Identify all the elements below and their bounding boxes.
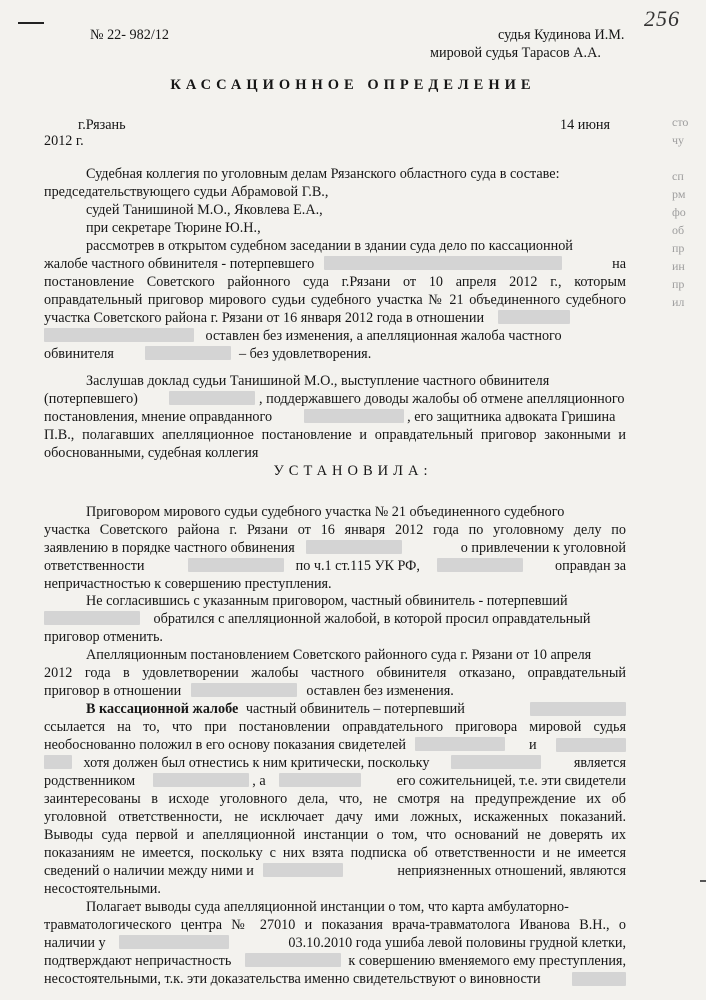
- text-span: , поддержавшего доводы жалобы об отмене апелляционного: [259, 391, 625, 407]
- redaction: [530, 702, 626, 716]
- p2-line: приговор отменить.: [44, 629, 163, 645]
- intro-line: [44, 255, 626, 273]
- redaction: [451, 755, 541, 769]
- p4-line: [44, 754, 626, 772]
- margin-dash: [18, 22, 44, 24]
- place: г.Рязань: [78, 117, 126, 133]
- text-span: родственником: [44, 773, 136, 789]
- redaction: [279, 773, 361, 787]
- date-year: 2012 г.: [44, 133, 84, 149]
- p4-line: [44, 736, 626, 754]
- p1-line: участка Советского района г. Рязани от 16 января 2012 года по уголовному делу по: [44, 522, 626, 538]
- intro-line: [44, 309, 626, 327]
- judge-1: судья Кудинова И.М.: [498, 27, 625, 43]
- intro-line: постановление Советского районного суда г.Рязани от 10 апреля 2012 г., которым: [44, 274, 626, 290]
- p4-line: [44, 862, 626, 880]
- report-line: [44, 408, 626, 426]
- text-span: приговор в отношении: [44, 683, 182, 699]
- text-span: заявлению в порядке частного обвинения: [44, 540, 295, 556]
- ustanovila-heading: УСТАНОВИЛА:: [273, 463, 433, 479]
- redaction: [263, 863, 343, 877]
- p2-line: Не согласившись с указанным приговором, частный обвинитель - потерпевший: [86, 593, 568, 609]
- redaction: [498, 310, 570, 324]
- text-span: обвинителя: [44, 346, 114, 362]
- redaction: [44, 328, 194, 342]
- redaction: [245, 953, 341, 967]
- report-line: П.В., полагавших апелляционное постановление и оправдательный приговор законными и: [44, 427, 626, 443]
- redaction: [572, 972, 626, 986]
- p4-line: показаниям не имеется, поскольку с них взята подписка об ответственности и не имеется: [44, 845, 626, 861]
- p1-line: Приговором мирового судьи судебного участка № 21 объединенного судебного: [86, 504, 565, 520]
- intro-line: Судебная коллегия по уголовным делам Рязанского областного суда в составе:: [86, 166, 560, 182]
- report-line: Заслушав доклад судьи Танишиной М.О., выступление частного обвинителя: [86, 373, 550, 389]
- intro-line: председательствующего судьи Абрамовой Г.В.,: [44, 184, 329, 200]
- p2-line: [44, 610, 626, 628]
- text-span: , его защитника адвоката Гришина: [407, 409, 616, 425]
- p5-line: [44, 970, 626, 988]
- p4-line: [44, 772, 626, 790]
- p1-line: [44, 557, 626, 575]
- text-span: , а: [252, 773, 266, 789]
- text-span: его сожительницей, т.е. эти свидетели: [396, 773, 626, 789]
- text-span: несостоятельными, т.к. эти доказательства именно свидетельствуют о виновности: [44, 971, 541, 987]
- redaction: [188, 558, 284, 572]
- text-span: наличии у: [44, 935, 106, 951]
- redaction: [306, 540, 402, 554]
- text-span: В кассационной жалобе: [86, 701, 239, 717]
- redaction: [145, 346, 231, 360]
- text-span: хотя должен был отнестись к ним критически, поскольку: [83, 755, 430, 771]
- intro-line: [44, 345, 371, 363]
- document-title: КАССАЦИОННОЕ ОПРЕДЕЛЕНИЕ: [170, 77, 536, 93]
- p5-line: [44, 934, 626, 952]
- p3-line: 2012 года в удовлетворении жалобы частного обвинителя отказано, оправдательный: [44, 665, 626, 681]
- text-span: частный обвинитель – потерпевший: [245, 701, 465, 717]
- intro-line: [44, 327, 626, 345]
- p4-line: Выводы суда первой и апелляционной инстанции о том, что оснований не доверять их: [44, 827, 626, 843]
- p4-line: ссылается на то, что при постановлении оправдательного приговора мировой судья: [44, 719, 626, 735]
- p4-line: уголовной ответственности, не исключает дачу ими ложных, искаженных показаний.: [44, 809, 626, 825]
- redaction: [119, 935, 229, 949]
- redaction: [304, 409, 404, 423]
- text-span: жалобе частного обвинителя - потерпевшего: [44, 256, 315, 272]
- text-span: по ч.1 ст.115 УК РФ,: [295, 558, 420, 574]
- intro-line: при секретаре Тюрине Ю.Н.,: [86, 220, 261, 236]
- text-span: оставлен без изменения, а апелляционная жалоба частного: [205, 328, 562, 344]
- text-span: постановления, мнение оправданного: [44, 409, 273, 425]
- intro-line: оправдательный приговор мирового судьи судебного участка № 21 объединенного судебного: [44, 292, 626, 308]
- text-span: оставлен без изменения.: [306, 683, 454, 699]
- redaction: [44, 755, 72, 769]
- redaction: [556, 738, 626, 752]
- redaction: [44, 611, 140, 625]
- judge-2: мировой судья Тарасов А.А.: [430, 45, 601, 61]
- redaction: [153, 773, 249, 787]
- p4-line: несостоятельными.: [44, 881, 161, 897]
- text-span: подтверждают непричастность: [44, 953, 232, 969]
- redaction: [437, 558, 523, 572]
- text-span: неприязненных отношений, являются: [397, 863, 626, 879]
- text-span: является: [573, 755, 626, 771]
- p5-line: [44, 952, 626, 970]
- date-day: 14 июня: [560, 117, 611, 133]
- report-line: [44, 390, 626, 408]
- text-span: участка Советского района г. Рязани от 16 января 2012 года в отношении: [44, 310, 485, 326]
- text-span: оправдан за: [555, 558, 626, 574]
- redaction: [415, 737, 505, 751]
- p1-line: непричастностью к совершению преступления.: [44, 576, 332, 592]
- text-span: на: [612, 256, 626, 272]
- text-span: необоснованно положил в его основу показания свидетелей: [44, 737, 406, 753]
- redaction: [191, 683, 297, 697]
- p1-line: [44, 539, 626, 557]
- intro-line: судей Танишиной М.О., Яковлева Е.А.,: [86, 202, 323, 218]
- text-span: о привлечении к уголовной: [460, 540, 626, 556]
- redaction: [169, 391, 255, 405]
- text-span: (потерпевшего): [44, 391, 138, 407]
- redaction: [324, 256, 562, 270]
- page-number-handwritten: 256: [644, 6, 680, 31]
- text-span: обратился с апелляционной жалобой, в которой просил оправдательный: [153, 611, 591, 627]
- p5-line: травматологического центра № 27010 и показания врача-травматолога Иванова В.Н., о: [44, 917, 626, 933]
- intro-line: рассмотрев в открытом судебном заседании в здании суда дело по кассационной: [86, 238, 573, 254]
- text-span: и: [529, 737, 537, 753]
- p4-line: [86, 700, 626, 718]
- text-span: сведений о наличии между ними и: [44, 863, 254, 879]
- p3-line: [44, 682, 454, 700]
- text-span: – без удовлетворения.: [239, 346, 372, 362]
- text-span: к совершению вменяемого ему преступления,: [348, 953, 626, 969]
- p3-line: Апелляционным постановлением Советского районного суда г. Рязани от 10 апреля: [86, 647, 592, 663]
- case-number: № 22- 982/12: [90, 27, 169, 43]
- text-span: ответственности: [44, 558, 145, 574]
- report-line: обоснованными, судебная коллегия: [44, 445, 259, 461]
- edge-mark: [700, 880, 706, 882]
- p5-line: Полагает выводы суда апелляционной инстанции о том, что карта амбулаторно-: [86, 899, 569, 915]
- text-span: 03.10.2010 года ушиба левой половины грудной клетки,: [288, 935, 626, 951]
- p4-line: заинтересованы в исходе уголовного дела, что, не смотря на предупреждение их об: [44, 791, 626, 807]
- bleed-through: сто чу сп рм фо об пр ин пр ил: [672, 115, 689, 309]
